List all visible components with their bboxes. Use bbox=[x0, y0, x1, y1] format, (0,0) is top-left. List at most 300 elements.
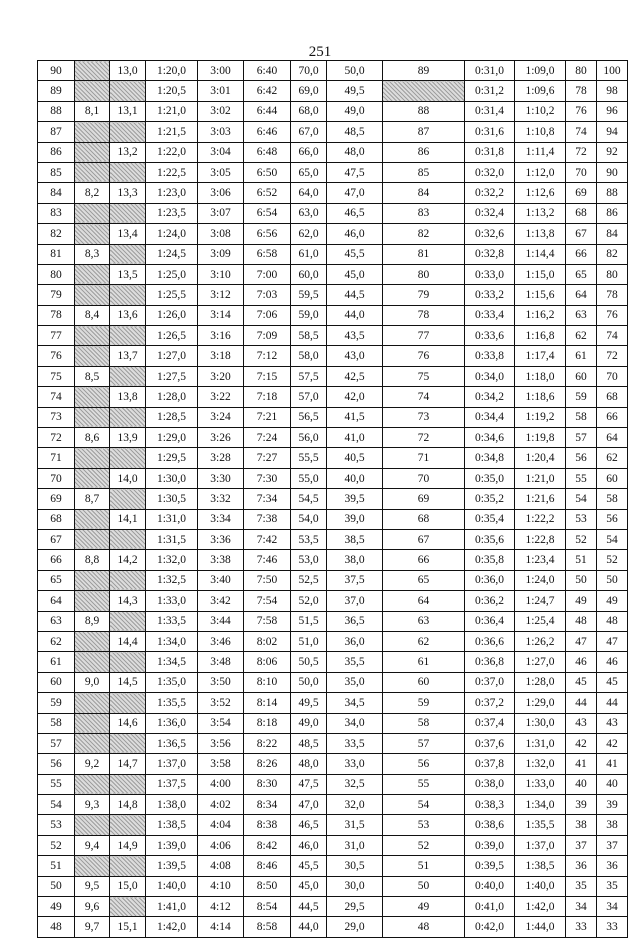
cell-col-11: 1:15,0 bbox=[515, 264, 566, 284]
cell-col-11: 1:15,6 bbox=[515, 285, 566, 305]
cell-col-4: 1:38,0 bbox=[146, 795, 198, 815]
cell-col-11: 1:44,0 bbox=[515, 917, 566, 937]
cell-points: 49 bbox=[38, 897, 75, 917]
cell-col-3 bbox=[110, 652, 146, 672]
cell-col-10: 0:37,8 bbox=[465, 754, 515, 774]
cell-col-8: 32,0 bbox=[327, 795, 383, 815]
cell-col-7: 61,0 bbox=[291, 244, 327, 264]
cell-col-7: 56,0 bbox=[291, 428, 327, 448]
cell-points: 86 bbox=[38, 142, 75, 162]
cell-col-3: 15,1 bbox=[110, 917, 146, 937]
cell-col-9: 60 bbox=[383, 672, 465, 692]
cell-col-8: 42,5 bbox=[327, 366, 383, 386]
cell-col-2: 9,5 bbox=[75, 876, 110, 896]
cell-col-5: 3:36 bbox=[198, 529, 244, 549]
cell-col-6: 8:42 bbox=[244, 835, 291, 855]
cell-col-3 bbox=[110, 774, 146, 794]
cell-col-6: 8:06 bbox=[244, 652, 291, 672]
table-row bbox=[38, 428, 628, 448]
cell-col-6: 6:50 bbox=[244, 162, 291, 182]
cell-col-6: 8:34 bbox=[244, 795, 291, 815]
cell-col-8: 32,5 bbox=[327, 774, 383, 794]
cell-col-9: 55 bbox=[383, 774, 465, 794]
cell-col-5: 3:34 bbox=[198, 509, 244, 529]
cell-col-13: 39 bbox=[597, 795, 628, 815]
cell-col-4: 1:37,0 bbox=[146, 754, 198, 774]
cell-col-5: 3:42 bbox=[198, 591, 244, 611]
cell-col-8: 41,5 bbox=[327, 407, 383, 427]
cell-col-11: 1:32,0 bbox=[515, 754, 566, 774]
table-row bbox=[38, 529, 628, 549]
cell-col-8: 40,0 bbox=[327, 468, 383, 488]
table-row bbox=[38, 897, 628, 917]
cell-col-2: 9,0 bbox=[75, 672, 110, 692]
cell-col-2 bbox=[75, 285, 110, 305]
cell-col-5: 3:46 bbox=[198, 631, 244, 651]
cell-col-9: 73 bbox=[383, 407, 465, 427]
cell-col-8: 39,5 bbox=[327, 489, 383, 509]
cell-col-7: 51,0 bbox=[291, 631, 327, 651]
cell-col-13: 92 bbox=[597, 142, 628, 162]
cell-col-2 bbox=[75, 203, 110, 223]
cell-col-8: 37,0 bbox=[327, 591, 383, 611]
cell-points: 57 bbox=[38, 733, 75, 753]
cell-col-12: 68 bbox=[566, 203, 597, 223]
cell-col-2 bbox=[75, 529, 110, 549]
table-row bbox=[38, 387, 628, 407]
cell-col-9: 69 bbox=[383, 489, 465, 509]
cell-col-13: 98 bbox=[597, 81, 628, 101]
table-row bbox=[38, 285, 628, 305]
cell-col-9: 62 bbox=[383, 631, 465, 651]
cell-col-3 bbox=[110, 570, 146, 590]
cell-col-13: 50 bbox=[597, 570, 628, 590]
cell-col-5: 3:01 bbox=[198, 81, 244, 101]
cell-points: 83 bbox=[38, 203, 75, 223]
cell-col-5: 3:26 bbox=[198, 428, 244, 448]
cell-col-5: 4:14 bbox=[198, 917, 244, 937]
cell-col-6: 7:54 bbox=[244, 591, 291, 611]
cell-col-10: 0:37,2 bbox=[465, 693, 515, 713]
cell-col-3: 14,9 bbox=[110, 835, 146, 855]
cell-col-2 bbox=[75, 713, 110, 733]
table-row bbox=[38, 407, 628, 427]
cell-col-4: 1:28,5 bbox=[146, 407, 198, 427]
cell-col-5: 3:06 bbox=[198, 183, 244, 203]
table-row bbox=[38, 346, 628, 366]
cell-col-7: 58,0 bbox=[291, 346, 327, 366]
cell-col-2 bbox=[75, 591, 110, 611]
cell-col-10: 0:36,2 bbox=[465, 591, 515, 611]
cell-points: 85 bbox=[38, 162, 75, 182]
cell-col-2 bbox=[75, 509, 110, 529]
cell-points: 69 bbox=[38, 489, 75, 509]
cell-col-2: 9,4 bbox=[75, 835, 110, 855]
cell-col-6: 8:30 bbox=[244, 774, 291, 794]
table-row bbox=[38, 468, 628, 488]
cell-col-11: 1:18,6 bbox=[515, 387, 566, 407]
cell-col-13: 68 bbox=[597, 387, 628, 407]
cell-col-5: 3:08 bbox=[198, 224, 244, 244]
cell-col-12: 74 bbox=[566, 122, 597, 142]
cell-col-3: 13,4 bbox=[110, 224, 146, 244]
cell-points: 61 bbox=[38, 652, 75, 672]
cell-points: 79 bbox=[38, 285, 75, 305]
cell-col-4: 1:26,5 bbox=[146, 326, 198, 346]
cell-col-10: 0:34,2 bbox=[465, 387, 515, 407]
cell-col-11: 1:24,0 bbox=[515, 570, 566, 590]
cell-col-12: 49 bbox=[566, 591, 597, 611]
cell-col-10: 0:39,5 bbox=[465, 856, 515, 876]
cell-col-12: 65 bbox=[566, 264, 597, 284]
cell-col-11: 1:22,8 bbox=[515, 529, 566, 549]
cell-col-6: 6:48 bbox=[244, 142, 291, 162]
cell-col-10: 0:33,8 bbox=[465, 346, 515, 366]
cell-col-13: 88 bbox=[597, 183, 628, 203]
cell-col-12: 44 bbox=[566, 693, 597, 713]
cell-col-10: 0:38,0 bbox=[465, 774, 515, 794]
cell-col-5: 3:32 bbox=[198, 489, 244, 509]
cell-col-3: 13,9 bbox=[110, 428, 146, 448]
cell-col-11: 1:13,8 bbox=[515, 224, 566, 244]
cell-col-11: 1:29,0 bbox=[515, 693, 566, 713]
cell-col-6: 6:44 bbox=[244, 101, 291, 121]
cell-col-12: 36 bbox=[566, 856, 597, 876]
cell-col-12: 53 bbox=[566, 509, 597, 529]
cell-col-8: 30,0 bbox=[327, 876, 383, 896]
cell-col-3 bbox=[110, 733, 146, 753]
cell-points: 78 bbox=[38, 305, 75, 325]
cell-col-12: 63 bbox=[566, 305, 597, 325]
cell-points: 58 bbox=[38, 713, 75, 733]
cell-col-7: 57,0 bbox=[291, 387, 327, 407]
cell-col-3: 14,7 bbox=[110, 754, 146, 774]
cell-points: 90 bbox=[38, 61, 75, 81]
cell-col-12: 42 bbox=[566, 733, 597, 753]
cell-col-4: 1:40,0 bbox=[146, 876, 198, 896]
table-row bbox=[38, 509, 628, 529]
cell-col-11: 1:11,4 bbox=[515, 142, 566, 162]
cell-col-4: 1:27,5 bbox=[146, 366, 198, 386]
cell-col-11: 1:21,0 bbox=[515, 468, 566, 488]
cell-col-5: 4:08 bbox=[198, 856, 244, 876]
table-row bbox=[38, 448, 628, 468]
cell-points: 75 bbox=[38, 366, 75, 386]
cell-col-6: 6:40 bbox=[244, 61, 291, 81]
cell-col-3 bbox=[110, 856, 146, 876]
cell-col-12: 41 bbox=[566, 754, 597, 774]
table-row bbox=[38, 774, 628, 794]
cell-col-11: 1:35,5 bbox=[515, 815, 566, 835]
cell-col-11: 1:21,6 bbox=[515, 489, 566, 509]
table-row bbox=[38, 203, 628, 223]
cell-col-7: 48,0 bbox=[291, 754, 327, 774]
cell-col-9: 75 bbox=[383, 366, 465, 386]
cell-col-13: 78 bbox=[597, 285, 628, 305]
cell-col-4: 1:20,5 bbox=[146, 81, 198, 101]
table-row bbox=[38, 224, 628, 244]
cell-col-4: 1:24,0 bbox=[146, 224, 198, 244]
cell-col-12: 60 bbox=[566, 366, 597, 386]
cell-col-2: 8,8 bbox=[75, 550, 110, 570]
cell-col-4: 1:28,0 bbox=[146, 387, 198, 407]
cell-col-10: 0:32,4 bbox=[465, 203, 515, 223]
cell-col-5: 3:20 bbox=[198, 366, 244, 386]
cell-col-8: 33,5 bbox=[327, 733, 383, 753]
cell-col-13: 38 bbox=[597, 815, 628, 835]
cell-col-11: 1:26,2 bbox=[515, 631, 566, 651]
cell-col-7: 46,0 bbox=[291, 835, 327, 855]
cell-col-8: 29,5 bbox=[327, 897, 383, 917]
cell-col-6: 6:42 bbox=[244, 81, 291, 101]
cell-col-10: 0:35,2 bbox=[465, 489, 515, 509]
cell-col-9: 74 bbox=[383, 387, 465, 407]
cell-col-2 bbox=[75, 815, 110, 835]
cell-col-10: 0:41,0 bbox=[465, 897, 515, 917]
cell-col-6: 8:58 bbox=[244, 917, 291, 937]
cell-col-3 bbox=[110, 81, 146, 101]
cell-col-6: 8:10 bbox=[244, 672, 291, 692]
cell-col-12: 47 bbox=[566, 631, 597, 651]
cell-col-6: 7:27 bbox=[244, 448, 291, 468]
cell-col-2 bbox=[75, 122, 110, 142]
cell-col-3: 14,3 bbox=[110, 591, 146, 611]
cell-col-2 bbox=[75, 407, 110, 427]
cell-points: 50 bbox=[38, 876, 75, 896]
cell-col-9: 64 bbox=[383, 591, 465, 611]
cell-col-11: 1:16,2 bbox=[515, 305, 566, 325]
cell-col-12: 46 bbox=[566, 652, 597, 672]
table-row bbox=[38, 550, 628, 570]
cell-col-6: 7:18 bbox=[244, 387, 291, 407]
table-row bbox=[38, 795, 628, 815]
cell-col-5: 3:52 bbox=[198, 693, 244, 713]
cell-col-3 bbox=[110, 529, 146, 549]
cell-col-3: 14,6 bbox=[110, 713, 146, 733]
cell-points: 82 bbox=[38, 224, 75, 244]
cell-col-4: 1:22,0 bbox=[146, 142, 198, 162]
table-row bbox=[38, 101, 628, 121]
cell-col-6: 7:34 bbox=[244, 489, 291, 509]
cell-col-12: 76 bbox=[566, 101, 597, 121]
cell-col-3 bbox=[110, 815, 146, 835]
cell-col-3: 13,8 bbox=[110, 387, 146, 407]
cell-col-9: 80 bbox=[383, 264, 465, 284]
cell-col-8: 44,0 bbox=[327, 305, 383, 325]
cell-col-4: 1:32,5 bbox=[146, 570, 198, 590]
cell-col-10: 0:36,4 bbox=[465, 611, 515, 631]
cell-col-2: 8,1 bbox=[75, 101, 110, 121]
cell-points: 73 bbox=[38, 407, 75, 427]
cell-col-12: 45 bbox=[566, 672, 597, 692]
cell-col-2: 9,6 bbox=[75, 897, 110, 917]
cell-col-7: 63,0 bbox=[291, 203, 327, 223]
cell-col-10: 0:32,6 bbox=[465, 224, 515, 244]
cell-col-10: 0:32,8 bbox=[465, 244, 515, 264]
cell-col-9: 49 bbox=[383, 897, 465, 917]
cell-col-12: 35 bbox=[566, 876, 597, 896]
cell-col-2 bbox=[75, 142, 110, 162]
cell-col-5: 3:44 bbox=[198, 611, 244, 631]
cell-col-4: 1:25,0 bbox=[146, 264, 198, 284]
cell-col-9: 87 bbox=[383, 122, 465, 142]
cell-col-13: 52 bbox=[597, 550, 628, 570]
page-number: 251 bbox=[308, 44, 332, 60]
cell-col-13: 43 bbox=[597, 713, 628, 733]
cell-col-7: 52,5 bbox=[291, 570, 327, 590]
cell-col-4: 1:35,5 bbox=[146, 693, 198, 713]
cell-col-8: 46,0 bbox=[327, 224, 383, 244]
cell-col-9: 88 bbox=[383, 101, 465, 121]
cell-col-11: 1:30,0 bbox=[515, 713, 566, 733]
cell-col-4: 1:36,5 bbox=[146, 733, 198, 753]
cell-col-9: 78 bbox=[383, 305, 465, 325]
cell-col-4: 1:29,5 bbox=[146, 448, 198, 468]
cell-col-5: 3:04 bbox=[198, 142, 244, 162]
cell-col-9: 81 bbox=[383, 244, 465, 264]
cell-col-3: 13,1 bbox=[110, 101, 146, 121]
score-table bbox=[37, 60, 628, 938]
cell-col-13: 58 bbox=[597, 489, 628, 509]
cell-col-9: 52 bbox=[383, 835, 465, 855]
cell-col-8: 35,5 bbox=[327, 652, 383, 672]
cell-col-5: 3:05 bbox=[198, 162, 244, 182]
cell-col-10: 0:36,6 bbox=[465, 631, 515, 651]
cell-col-11: 1:40,0 bbox=[515, 876, 566, 896]
cell-col-7: 59,5 bbox=[291, 285, 327, 305]
cell-col-11: 1:37,0 bbox=[515, 835, 566, 855]
cell-col-5: 4:00 bbox=[198, 774, 244, 794]
cell-col-3 bbox=[110, 448, 146, 468]
table-row bbox=[38, 835, 628, 855]
cell-col-2 bbox=[75, 693, 110, 713]
cell-col-6: 8:38 bbox=[244, 815, 291, 835]
cell-col-7: 68,0 bbox=[291, 101, 327, 121]
cell-col-8: 34,5 bbox=[327, 693, 383, 713]
cell-points: 52 bbox=[38, 835, 75, 855]
cell-col-12: 56 bbox=[566, 448, 597, 468]
cell-col-5: 3:18 bbox=[198, 346, 244, 366]
cell-col-7: 47,0 bbox=[291, 795, 327, 815]
cell-col-5: 3:22 bbox=[198, 387, 244, 407]
cell-col-13: 34 bbox=[597, 897, 628, 917]
cell-col-12: 59 bbox=[566, 387, 597, 407]
cell-col-12: 40 bbox=[566, 774, 597, 794]
cell-col-3 bbox=[110, 203, 146, 223]
cell-col-9: 56 bbox=[383, 754, 465, 774]
cell-col-4: 1:34,0 bbox=[146, 631, 198, 651]
cell-col-10: 0:32,2 bbox=[465, 183, 515, 203]
cell-col-3: 13,5 bbox=[110, 264, 146, 284]
cell-col-3 bbox=[110, 611, 146, 631]
cell-col-12: 48 bbox=[566, 611, 597, 631]
cell-col-4: 1:32,0 bbox=[146, 550, 198, 570]
cell-col-4: 1:20,0 bbox=[146, 61, 198, 81]
cell-col-12: 69 bbox=[566, 183, 597, 203]
table-body bbox=[38, 61, 628, 938]
cell-col-7: 55,0 bbox=[291, 468, 327, 488]
cell-col-11: 1:18,0 bbox=[515, 366, 566, 386]
cell-col-6: 7:06 bbox=[244, 305, 291, 325]
cell-col-10: 0:31,8 bbox=[465, 142, 515, 162]
cell-col-4: 1:23,0 bbox=[146, 183, 198, 203]
cell-col-9: 84 bbox=[383, 183, 465, 203]
cell-col-8: 49,0 bbox=[327, 101, 383, 121]
cell-col-5: 3:24 bbox=[198, 407, 244, 427]
cell-col-12: 58 bbox=[566, 407, 597, 427]
cell-col-7: 60,0 bbox=[291, 264, 327, 284]
cell-col-3 bbox=[110, 366, 146, 386]
cell-col-8: 29,0 bbox=[327, 917, 383, 937]
table-row bbox=[38, 917, 628, 937]
table-row bbox=[38, 244, 628, 264]
cell-points: 72 bbox=[38, 428, 75, 448]
cell-col-4: 1:39,5 bbox=[146, 856, 198, 876]
cell-col-4: 1:31,0 bbox=[146, 509, 198, 529]
cell-col-2 bbox=[75, 162, 110, 182]
cell-col-8: 38,5 bbox=[327, 529, 383, 549]
cell-points: 84 bbox=[38, 183, 75, 203]
cell-col-13: 100 bbox=[597, 61, 628, 81]
cell-points: 81 bbox=[38, 244, 75, 264]
cell-col-4: 1:42,0 bbox=[146, 917, 198, 937]
table-row bbox=[38, 611, 628, 631]
cell-col-2 bbox=[75, 81, 110, 101]
cell-col-10: 0:34,0 bbox=[465, 366, 515, 386]
cell-col-6: 8:14 bbox=[244, 693, 291, 713]
cell-col-12: 61 bbox=[566, 346, 597, 366]
cell-col-11: 1:27,0 bbox=[515, 652, 566, 672]
cell-col-12: 52 bbox=[566, 529, 597, 549]
cell-col-2 bbox=[75, 774, 110, 794]
cell-col-10: 0:35,6 bbox=[465, 529, 515, 549]
cell-col-13: 36 bbox=[597, 856, 628, 876]
cell-col-13: 72 bbox=[597, 346, 628, 366]
cell-col-5: 3:38 bbox=[198, 550, 244, 570]
cell-col-3 bbox=[110, 407, 146, 427]
cell-col-13: 66 bbox=[597, 407, 628, 427]
cell-col-4: 1:24,5 bbox=[146, 244, 198, 264]
cell-col-6: 7:03 bbox=[244, 285, 291, 305]
cell-col-4: 1:34,5 bbox=[146, 652, 198, 672]
cell-col-9: 70 bbox=[383, 468, 465, 488]
cell-col-8: 48,0 bbox=[327, 142, 383, 162]
cell-col-5: 4:10 bbox=[198, 876, 244, 896]
cell-col-6: 7:38 bbox=[244, 509, 291, 529]
cell-col-11: 1:12,6 bbox=[515, 183, 566, 203]
cell-points: 68 bbox=[38, 509, 75, 529]
cell-col-13: 46 bbox=[597, 652, 628, 672]
table-row bbox=[38, 489, 628, 509]
cell-col-8: 37,5 bbox=[327, 570, 383, 590]
cell-col-4: 1:39,0 bbox=[146, 835, 198, 855]
cell-col-8: 43,5 bbox=[327, 326, 383, 346]
cell-col-5: 3:48 bbox=[198, 652, 244, 672]
cell-col-12: 34 bbox=[566, 897, 597, 917]
cell-col-4: 1:30,5 bbox=[146, 489, 198, 509]
table-row bbox=[38, 856, 628, 876]
cell-col-6: 7:50 bbox=[244, 570, 291, 590]
cell-col-13: 96 bbox=[597, 101, 628, 121]
cell-col-6: 6:52 bbox=[244, 183, 291, 203]
cell-col-5: 4:06 bbox=[198, 835, 244, 855]
cell-col-6: 7:09 bbox=[244, 326, 291, 346]
table-row bbox=[38, 815, 628, 835]
cell-col-6: 8:26 bbox=[244, 754, 291, 774]
cell-col-12: 50 bbox=[566, 570, 597, 590]
cell-col-10: 0:37,6 bbox=[465, 733, 515, 753]
cell-col-7: 54,5 bbox=[291, 489, 327, 509]
